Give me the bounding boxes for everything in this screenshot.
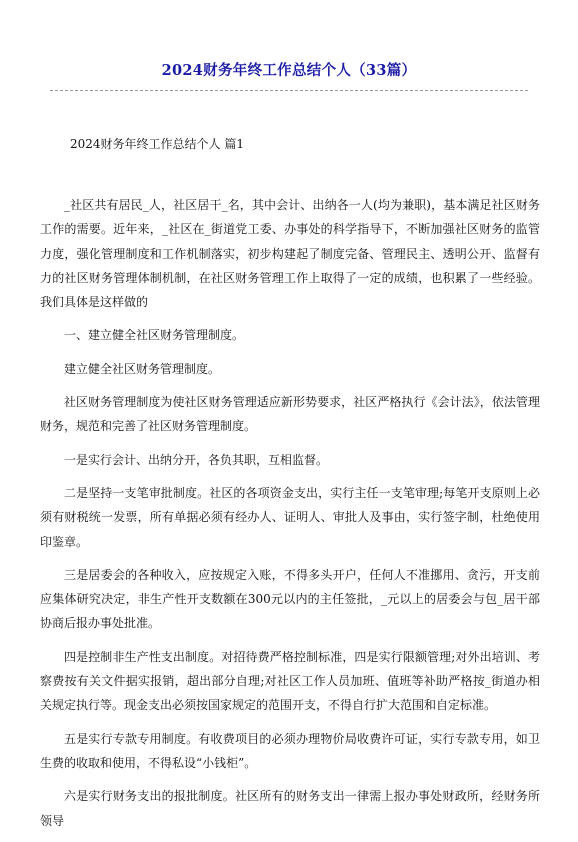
- title-divider: [50, 90, 528, 91]
- body-paragraph: 社区财务管理制度为使社区财务管理适应新形势要求，社区严格执行《会计法》，依法管理财务，规范和完善了社区财务管理制度。: [40, 395, 540, 434]
- section-heading: 2024财务年终工作总结个人 篇1: [70, 137, 244, 151]
- body-paragraph: 一是实行会计、出纳分开，各负其职，互相监督。: [64, 452, 329, 467]
- body-paragraph: 二是坚持一支笔审批制度。社区的各项资金支出，实行主任一支笔审理;每笔开支原则上必须有财税统一发票，所有单据必须有经办人、证明人、审批人及事由，实行签字制，杜绝使用印鉴章。: [40, 485, 540, 549]
- document-body: [40, 193, 540, 842]
- body-paragraph: 三是居委会的各种收入，应按规定入账，不得多头开户，任何人不准挪用、贪污，开支前应集体研究决定，非生产性开支数额在300元以内的主任签批，_元以上的居委会与包_居干部协商后报办事处批准。: [40, 567, 540, 631]
- document-title: 2024财务年终工作总结个人（33篇）: [161, 62, 417, 79]
- body-paragraph: _社区共有居民_人，社区居干_名，其中会计、出纳各一人(均为兼职)，基本满足社区财务工作的需要。近年来，_社区在_街道党工委、办事处的科学指导下，不断加强社区财务的监管力度，强化管理制度和工作机制落实，初步构建起了制度完备、管理民主、透明公开、监督有力的社区财务管理体制机制，在社区财务管理工作上取得了一定的成绩，也积累了一些经验。我们具体是这样做的: [40, 198, 540, 310]
- body-paragraph: 建立健全社区财务管理制度。: [64, 361, 221, 376]
- body-paragraph: 四是控制非生产性支出制度。对招待费严格控制标准，四是实行限额管理;对外出培训、考察费按有关文件据实报销，超出部分自理;对社区工作人员加班、值班等补助严格按_街道办相关规定执行等。现金支出必须按国家规定的范围开支，不得自行扩大范围和自定标准。: [40, 649, 540, 713]
- body-paragraph: 六是实行财务支出的报批制度。社区所有的财务支出一律需上报办事处财政所，经财务所领导: [40, 789, 540, 828]
- body-paragraph: 一、建立健全社区财务管理制度。: [64, 328, 245, 343]
- body-paragraph: 五是实行专款专用制度。有收费项目的必须办理物价局收费许可证，实行专款专用，如卫生费的收取和使用，不得私设“小钱柜”。: [40, 731, 540, 770]
